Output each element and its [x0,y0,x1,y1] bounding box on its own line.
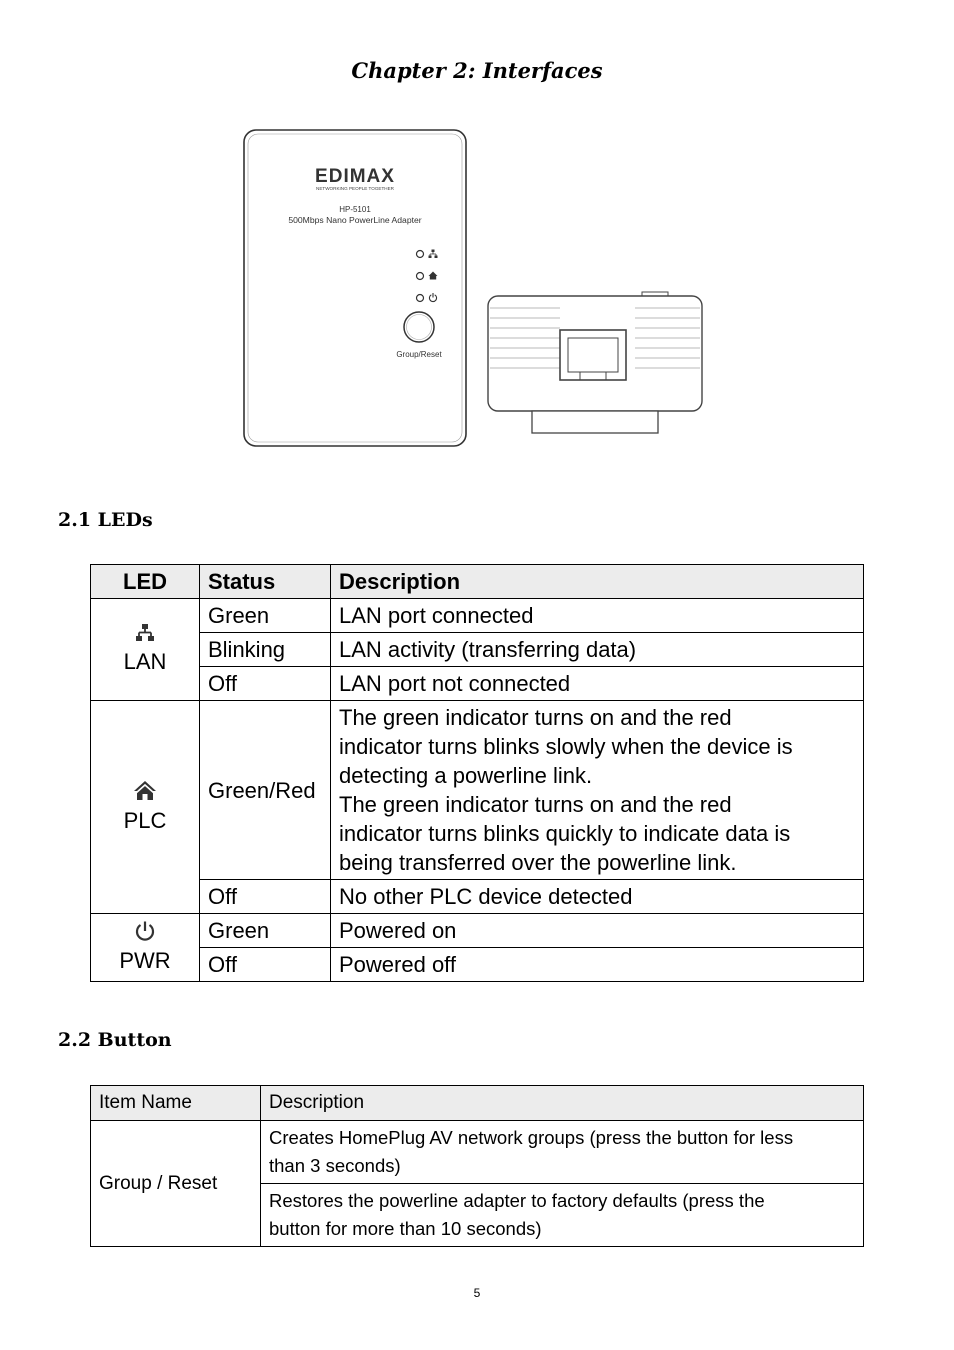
description-cell: LAN port not connected [331,667,864,701]
description-line: button for more than 10 seconds) [269,1218,542,1239]
button-section-heading: 2.2 Button [58,1029,172,1051]
description-line: detecting a powerline link. [339,763,593,788]
led-lan-cell [91,599,200,701]
header-description: Description [261,1086,864,1121]
description-cell: No other PLC device detected [331,880,864,914]
model-label: HP-5101 [339,205,371,214]
power-icon [134,920,156,942]
led-pwr-label: PWR [119,948,171,973]
device-illustration [240,126,720,450]
table-header-row [91,1086,864,1121]
leds-section-heading: 2.1 LEDs [58,509,153,531]
led-lan-label: LAN [123,649,167,674]
table-header-row [91,565,864,599]
description-line: Creates HomePlug AV network groups (press the button for less [269,1127,794,1148]
network-icon [135,623,155,643]
home-icon [133,780,157,802]
group-reset-button [404,312,434,342]
table-row [91,667,864,701]
led-table [90,564,864,982]
product-name: 500Mbps Nano PowerLine Adapter [288,215,422,225]
description-line: Restores the powerline adapter to factory defaults (press the [269,1190,765,1211]
table-row [91,701,864,880]
description-line: indicator turns blinks quickly to indicate data is [339,821,791,846]
header-status: Status [200,565,331,599]
status-cell: Off [200,880,331,914]
led-pwr-cell [91,914,200,982]
table-row [91,914,864,948]
header-led: LED [91,565,200,599]
table-row [91,880,864,914]
description-line: being transferred over the powerline link. [339,850,737,875]
description-cell [261,1121,864,1184]
description-line: than 3 seconds) [269,1155,401,1176]
description-cell: Powered on [331,914,864,948]
button-table [90,1085,864,1247]
lan-led [417,251,424,258]
status-cell: Off [200,948,331,982]
table-row [91,599,864,633]
status-cell: Off [200,667,331,701]
pwr-led [417,295,424,302]
plc-led [417,273,424,280]
page-number: 5 [473,1286,481,1300]
status-cell: Blinking [200,633,331,667]
table-row [91,633,864,667]
header-description: Description [331,565,864,599]
chapter-title: Chapter 2: Interfaces [351,58,603,83]
table-row [91,948,864,982]
description-line: The green indicator turns on and the red [339,705,732,730]
status-cell: Green/Red [200,701,331,880]
led-plc-label: PLC [123,807,167,833]
status-cell: Green [200,914,331,948]
header-item-name: Item Name [91,1086,261,1121]
led-plc-cell [91,701,200,914]
description-cell [331,701,864,880]
button-label: Group/Reset [396,350,442,359]
item-name-cell: Group / Reset [91,1121,261,1247]
brand-logo: EDIMAX [315,166,395,187]
table-row [91,1121,864,1184]
adapter-side-view [488,292,702,433]
brand-tagline: NETWORKING PEOPLE TOGETHER [316,186,394,191]
description-cell [261,1184,864,1247]
description-cell: LAN port connected [331,599,864,633]
description-cell: LAN activity (transferring data) [331,633,864,667]
description-line: The green indicator turns on and the red [339,792,732,817]
status-cell: Green [200,599,331,633]
description-line: indicator turns blinks slowly when the device is [339,734,793,759]
description-cell: Powered off [331,948,864,982]
